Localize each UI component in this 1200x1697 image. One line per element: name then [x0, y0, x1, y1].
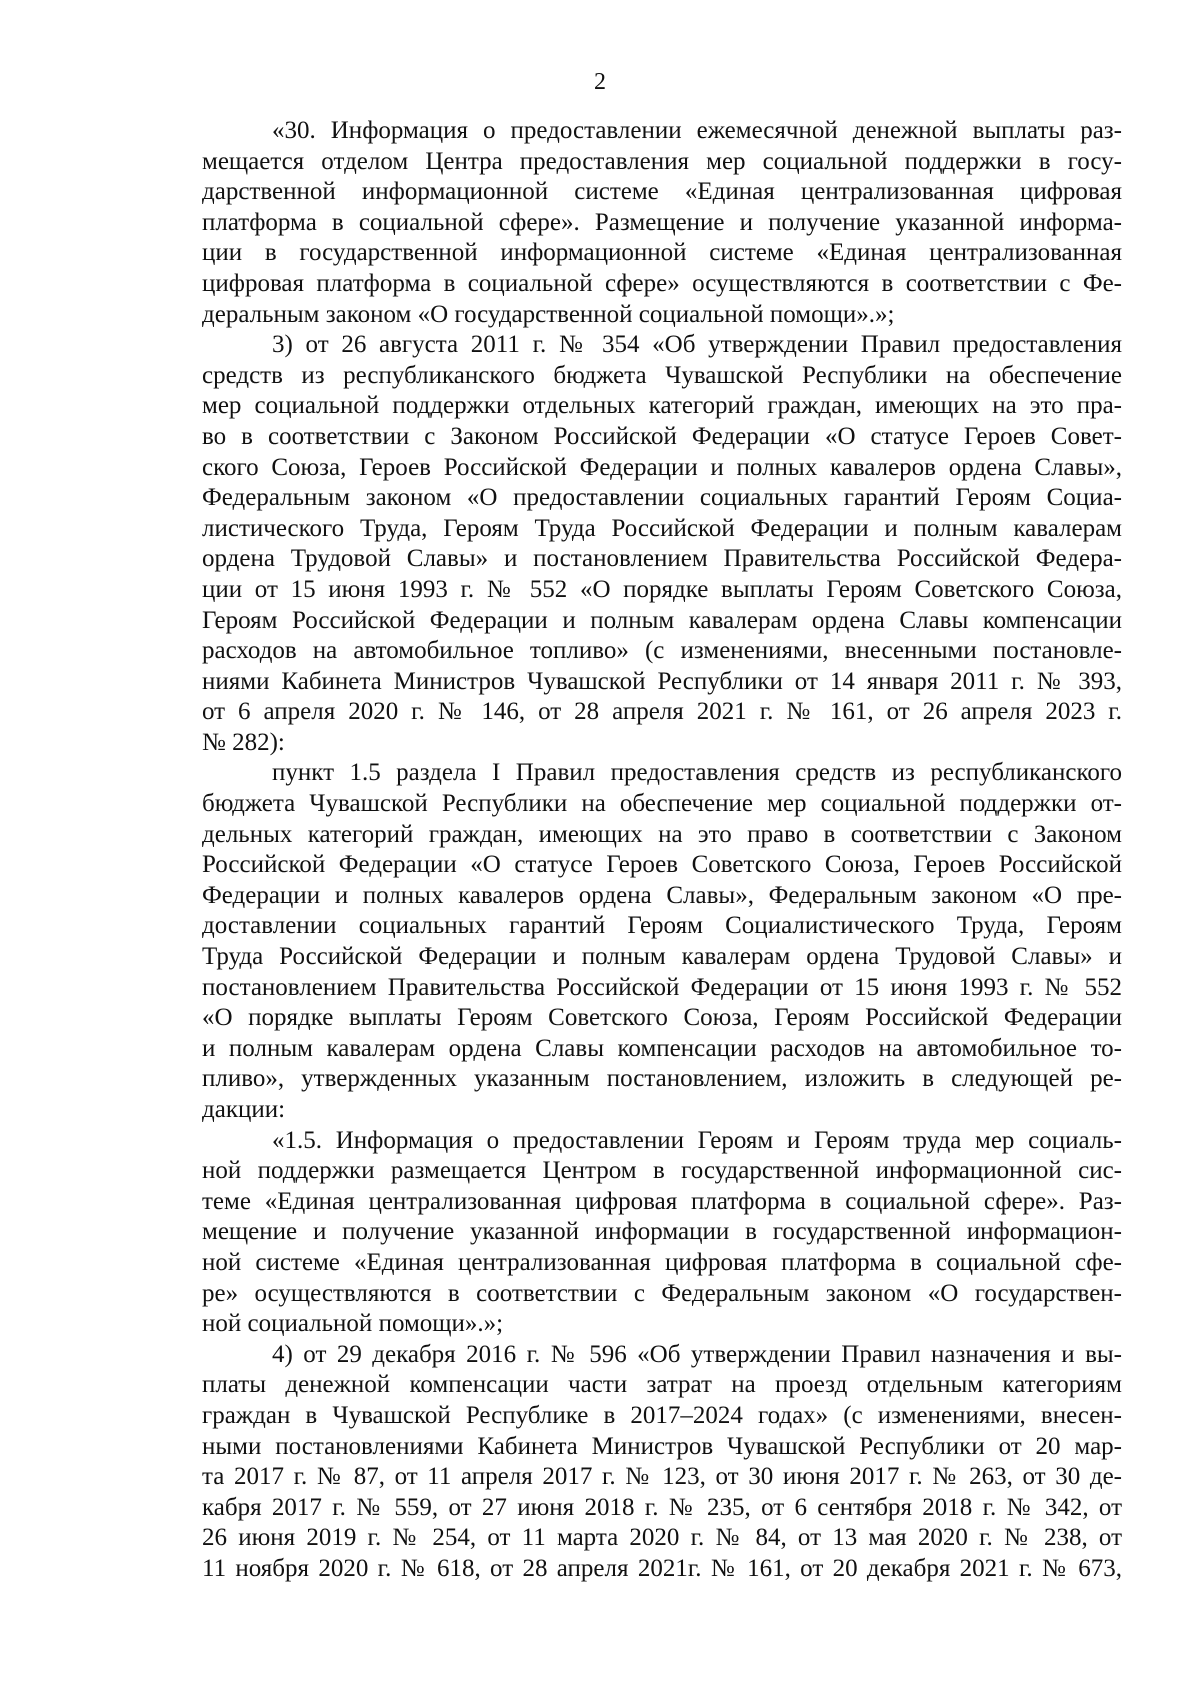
text-line: средств из республиканского бюджета Чувашской Республики на обеспечение	[202, 361, 1122, 389]
text-line: «О порядке выплаты Героям Советского Союза, Героям Российской Федерации	[202, 1004, 1122, 1032]
text-line: ордена Трудовой Славы» и постановлением Правительства Российской Федера-	[202, 545, 1122, 573]
text-line: 26 июня 2019 г. № 254, от 11 марта 2020 г. № 84, от 13 мая 2020 г. № 238, от	[202, 1524, 1122, 1552]
text-line: бюджета Чувашской Республики на обеспечение мер социальной поддержки от-	[202, 790, 1122, 818]
text-line: дакции:	[202, 1096, 286, 1123]
text-line: теме «Единая централизованная цифровая платформа в социальной сфере». Раз-	[202, 1187, 1122, 1215]
text-line: доставлении социальных гарантий Героям Социалистического Труда, Героям	[202, 912, 1122, 940]
text-line: дельных категорий граждан, имеющих на это право в соответствии с Законом	[202, 820, 1122, 848]
text-line: «30. Информация о предоставлении ежемесячной денежной выплаты раз-	[272, 117, 1122, 144]
text-line: 3) от 26 августа 2011 г. № 354 «Об утверждении Правил предоставления	[272, 331, 1122, 359]
text-line: 11 ноября 2020 г. № 618, от 28 апреля 2021г. № 161, от 20 декабря 2021 г. № 673,	[202, 1554, 1122, 1582]
text-line: расходов на автомобильное топливо» (с изменениями, внесенными постановле-	[202, 637, 1122, 665]
text-line: Федерации и полных кавалеров ордена Славы», Федеральным законом «О пре-	[202, 881, 1122, 909]
text-line: пункт 1.5 раздела I Правил предоставления средств из республиканского	[272, 759, 1122, 787]
text-line: Российской Федерации «О статусе Героев Советского Союза, Героев Российской	[202, 851, 1122, 879]
document-body	[202, 116, 1122, 1585]
text-line: от 6 апреля 2020 г. № 146, от 28 апреля 2021 г. № 161, от 26 апреля 2023 г.	[202, 698, 1122, 726]
text-line: дарственной информационной системе «Единая централизованная цифровая	[202, 178, 1122, 206]
text-line: «1.5. Информация о предоставлении Героям и Героям труда мер социаль-	[272, 1126, 1122, 1154]
text-line: та 2017 г. № 87, от 11 апреля 2017 г. № 123, от 30 июня 2017 г. № 263, от 30 де-	[202, 1463, 1122, 1491]
text-line: № 282):	[202, 728, 285, 756]
text-line: граждан в Чувашской Республике в 2017–2024 годах» (с изменениями, внесен-	[202, 1401, 1122, 1429]
text-line: и полным кавалерам ордена Славы компенсации расходов на автомобильное то-	[202, 1034, 1122, 1062]
text-line: ными постановлениями Кабинета Министров Чувашской Республики от 20 мар-	[202, 1432, 1122, 1460]
text-line: ной поддержки размещается Центром в государственной информационной сис-	[202, 1157, 1122, 1185]
text-line: ского Союза, Героев Российской Федерации и полных кавалеров ордена Славы»,	[202, 453, 1122, 481]
text-line: листического Труда, Героям Труда Российской Федерации и полным кавалерам	[202, 514, 1122, 542]
text-line: ре» осуществляются в соответствии с Федеральным законом «О государствен-	[202, 1279, 1122, 1307]
text-line: ции в государственной информационной системе «Единая централизованная	[202, 239, 1122, 267]
text-line: Труда Российской Федерации и полным кавалерам ордена Трудовой Славы» и	[202, 943, 1122, 971]
text-line: мер социальной поддержки отдельных категорий граждан, имеющих на это пра-	[202, 392, 1122, 420]
text-line: Героям Российской Федерации и полным кавалерам ордена Славы компенсации	[202, 606, 1122, 634]
text-line: ции от 15 июня 1993 г. № 552 «О порядке выплаты Героям Советского Союза,	[202, 575, 1122, 603]
text-line: ниями Кабинета Министров Чувашской Республики от 14 января 2011 г. № 393,	[202, 667, 1122, 695]
text-line: мещение и получение указанной информации в государственной информацион-	[202, 1218, 1122, 1246]
text-line: платы денежной компенсации части затрат на проезд отдельным категориям	[202, 1371, 1122, 1399]
text-line: мещается отделом Центра предоставления мер социальной поддержки в госу-	[202, 147, 1122, 175]
text-line: ной системе «Единая централизованная цифровая платформа в социальной сфе-	[202, 1248, 1122, 1276]
text-line: кабря 2017 г. № 559, от 27 июня 2018 г. № 235, от 6 сентября 2018 г. № 342, от	[202, 1493, 1122, 1521]
text-line: 4) от 29 декабря 2016 г. № 596 «Об утверждении Правил назначения и вы-	[272, 1340, 1122, 1368]
text-line: платформа в социальной сфере». Размещение и получение указанной информа-	[202, 208, 1122, 236]
text-line: деральным законом «О государственной социальной помощи».»;	[202, 300, 895, 328]
text-line: во в соответствии с Законом Российской Федерации «О статусе Героев Совет-	[202, 422, 1122, 450]
text-line: пливо», утвержденных указанным постановлением, изложить в следующей ре-	[202, 1065, 1122, 1093]
text-line: постановлением Правительства Российской Федерации от 15 июня 1993 г. № 552	[202, 973, 1122, 1001]
text-line: ной социальной помощи».»;	[202, 1310, 504, 1338]
text-line: Федеральным законом «О предоставлении социальных гарантий Героям Социа-	[202, 484, 1122, 512]
page-number: 2	[594, 69, 606, 95]
text-line: цифровая платформа в социальной сфере» осуществляются в соответствии с Фе-	[202, 269, 1122, 297]
